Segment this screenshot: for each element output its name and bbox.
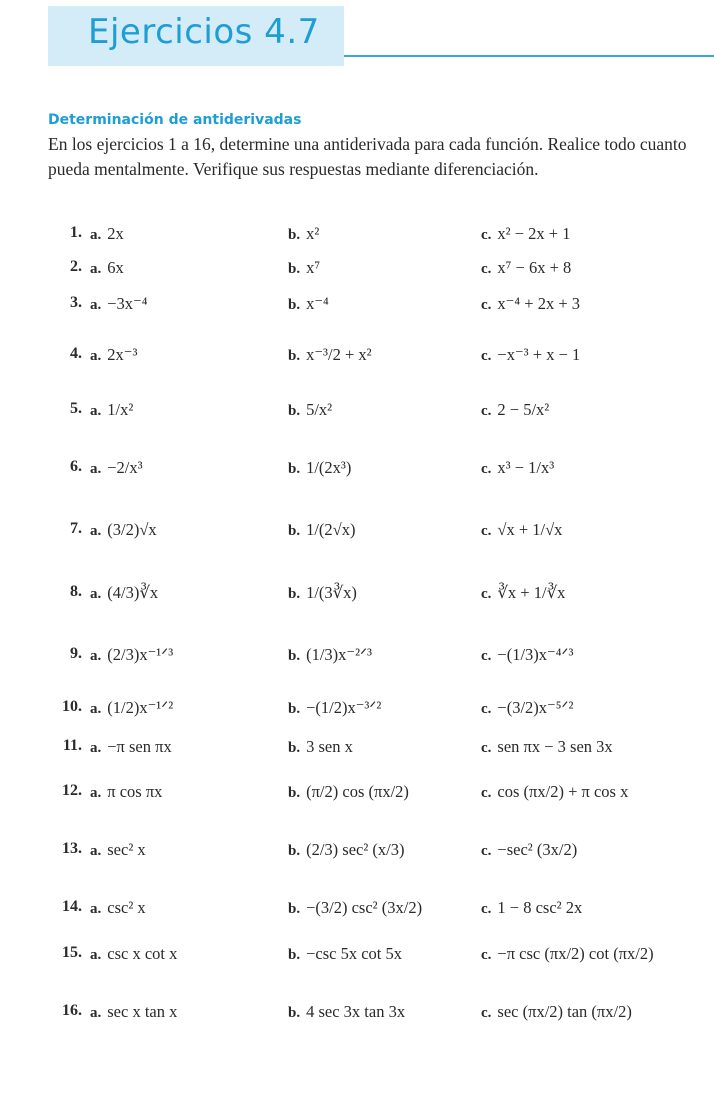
part-label: c. [481, 523, 492, 539]
part-label: a. [90, 740, 102, 756]
part-c [481, 458, 554, 478]
function-expression: 1/x² [107, 400, 134, 419]
function-expression: x⁷ [306, 258, 321, 277]
function-expression: (π/2) cos (πx/2) [306, 782, 409, 801]
function-expression: −(1/2)x⁻³ᐟ² [306, 698, 382, 717]
function-expression: x⁻³/2 + x² [306, 345, 372, 364]
part-a [90, 458, 143, 478]
function-expression: −(1/3)x⁻⁴ᐟ³ [497, 645, 574, 664]
function-expression: 1/(2√x) [306, 520, 356, 539]
function-expression: x² − 2x + 1 [497, 224, 571, 243]
function-expression: csc x cot x [107, 944, 178, 963]
function-expression: cos (πx/2) + π cos x [497, 782, 629, 801]
function-expression: 5/x² [306, 400, 333, 419]
part-label: b. [288, 701, 301, 717]
part-b [288, 520, 355, 540]
part-c [481, 258, 571, 278]
function-expression: 4 sec 3x tan 3x [306, 1002, 406, 1021]
part-b [288, 294, 329, 314]
part-a [90, 944, 177, 964]
part-c [481, 224, 570, 244]
part-label: b. [288, 297, 301, 313]
part-label: a. [90, 1005, 102, 1021]
part-label: b. [288, 740, 301, 756]
part-label: a. [90, 227, 102, 243]
function-expression: x⁻⁴ + 2x + 3 [497, 294, 580, 313]
part-c [481, 782, 628, 802]
part-c [481, 898, 582, 918]
part-label: a. [90, 901, 102, 917]
part-label: a. [90, 261, 102, 277]
part-b [288, 258, 320, 278]
part-b [288, 458, 351, 478]
part-c [481, 944, 654, 964]
function-expression: ∛x + 1/∛x [497, 583, 566, 602]
function-expression: 1 − 8 csc² 2x [497, 898, 583, 917]
part-a [90, 583, 158, 603]
part-label: c. [481, 648, 492, 664]
part-c [481, 840, 577, 860]
function-expression: 2 − 5/x² [497, 400, 550, 419]
part-b [288, 782, 409, 802]
function-expression: 3 sen x [306, 737, 353, 756]
function-expression: sec² x [107, 840, 146, 859]
part-label: c. [481, 348, 492, 364]
part-c [481, 1002, 632, 1022]
function-expression: 2x⁻³ [107, 345, 138, 364]
part-label: a. [90, 947, 102, 963]
function-expression: sen πx − 3 sen 3x [497, 737, 613, 756]
function-expression: −(3/2)x⁻⁵ᐟ² [497, 698, 574, 717]
part-label: c. [481, 701, 492, 717]
part-label: c. [481, 947, 492, 963]
exercise-number: 12. [62, 782, 82, 799]
part-label: b. [288, 348, 301, 364]
part-a [90, 224, 124, 244]
function-expression: −π csc (πx/2) cot (πx/2) [497, 944, 654, 963]
function-expression: 1/(3∛x) [306, 583, 357, 602]
part-label: c. [481, 586, 492, 602]
page-title: Ejercicios 4.7 [88, 12, 320, 52]
function-expression: 6x [107, 258, 124, 277]
function-expression: x⁷ − 6x + 8 [497, 258, 572, 277]
exercise-number: 7. [70, 520, 82, 537]
part-label: b. [288, 1005, 301, 1021]
function-expression: (2/3)x⁻¹ᐟ³ [107, 645, 174, 664]
part-c [481, 520, 562, 540]
part-a [90, 782, 162, 802]
part-a [90, 400, 133, 420]
part-b [288, 840, 405, 860]
part-label: a. [90, 586, 102, 602]
part-label: a. [90, 348, 102, 364]
part-label: b. [288, 227, 301, 243]
part-a [90, 258, 124, 278]
exercise-number: 14. [62, 898, 82, 915]
part-c [481, 698, 573, 718]
function-expression: 1/(2x³) [306, 458, 352, 477]
function-expression: −csc 5x cot 5x [306, 944, 402, 963]
part-a [90, 898, 146, 918]
part-a [90, 294, 148, 314]
part-a [90, 737, 172, 757]
part-label: b. [288, 461, 301, 477]
function-expression: csc² x [107, 898, 146, 917]
exercise-number: 4. [70, 345, 82, 362]
part-label: a. [90, 461, 102, 477]
part-b [288, 224, 319, 244]
function-expression: −π sen πx [107, 737, 172, 756]
exercise-number: 11. [62, 737, 82, 754]
part-label: b. [288, 261, 301, 277]
function-expression: −3x⁻⁴ [107, 294, 148, 313]
part-label: c. [481, 261, 492, 277]
part-label: c. [481, 740, 492, 756]
part-a [90, 520, 157, 540]
part-label: a. [90, 785, 102, 801]
function-expression: x² [306, 224, 320, 243]
section-intro: En los ejercicios 1 a 16, determine una antiderivada para cada función. Realice todo cuanto pueda mentalmente. Verifique sus respuestas mediante diferenciación. [48, 134, 687, 179]
part-label: a. [90, 297, 102, 313]
part-a [90, 345, 137, 365]
part-label: b. [288, 947, 301, 963]
exercise-number: 8. [70, 583, 82, 600]
part-label: c. [481, 843, 492, 859]
part-b [288, 737, 353, 757]
part-b [288, 400, 332, 420]
function-expression: (4/3)∛x [107, 583, 159, 602]
part-label: a. [90, 648, 102, 664]
part-label: a. [90, 843, 102, 859]
function-expression: sec (πx/2) tan (πx/2) [497, 1002, 632, 1021]
exercise-number: 2. [70, 258, 82, 275]
part-b [288, 944, 402, 964]
part-label: b. [288, 785, 301, 801]
function-expression: π cos πx [107, 782, 163, 801]
exercise-number: 16. [62, 1002, 82, 1019]
function-expression: (2/3) sec² (x/3) [306, 840, 405, 859]
function-expression: −sec² (3x/2) [497, 840, 578, 859]
function-expression: (3/2)√x [107, 520, 157, 539]
part-b [288, 698, 381, 718]
part-c [481, 645, 573, 665]
function-expression: 2x [107, 224, 124, 243]
section-title: Determinación de antiderivadas [48, 112, 302, 128]
part-label: c. [481, 227, 492, 243]
exercise-number: 9. [70, 645, 82, 662]
function-expression: √x + 1/√x [497, 520, 563, 539]
exercise-number: 1. [70, 224, 82, 241]
part-a [90, 840, 146, 860]
part-label: b. [288, 403, 301, 419]
exercise-number: 10. [62, 698, 82, 715]
function-expression: (1/3)x⁻²ᐟ³ [306, 645, 373, 664]
part-b [288, 583, 357, 603]
exercise-number: 6. [70, 458, 82, 475]
part-b [288, 345, 372, 365]
part-label: b. [288, 901, 301, 917]
part-c [481, 345, 580, 365]
part-label: a. [90, 701, 102, 717]
part-c [481, 583, 565, 603]
function-expression: x³ − 1/x³ [497, 458, 555, 477]
function-expression: sec x tan x [107, 1002, 178, 1021]
part-c [481, 400, 549, 420]
part-a [90, 1002, 177, 1022]
part-label: c. [481, 461, 492, 477]
part-label: c. [481, 785, 492, 801]
part-b [288, 898, 422, 918]
part-label: b. [288, 843, 301, 859]
part-label: a. [90, 403, 102, 419]
part-a [90, 698, 173, 718]
exercise-number: 3. [70, 294, 82, 311]
part-label: c. [481, 1005, 492, 1021]
exercise-number: 5. [70, 400, 82, 417]
part-c [481, 294, 580, 314]
part-label: a. [90, 523, 102, 539]
part-b [288, 645, 372, 665]
part-label: c. [481, 403, 492, 419]
exercise-number: 15. [62, 944, 82, 961]
exercise-number: 13. [62, 840, 82, 857]
part-c [481, 737, 613, 757]
function-expression: x⁻⁴ [306, 294, 329, 313]
function-expression: −2/x³ [107, 458, 143, 477]
function-expression: −x⁻³ + x − 1 [497, 345, 581, 364]
part-b [288, 1002, 405, 1022]
part-label: c. [481, 901, 492, 917]
part-label: b. [288, 523, 301, 539]
function-expression: (1/2)x⁻¹ᐟ² [107, 698, 174, 717]
part-a [90, 645, 173, 665]
function-expression: −(3/2) csc² (3x/2) [306, 898, 423, 917]
part-label: c. [481, 297, 492, 313]
part-label: b. [288, 648, 301, 664]
part-label: b. [288, 586, 301, 602]
